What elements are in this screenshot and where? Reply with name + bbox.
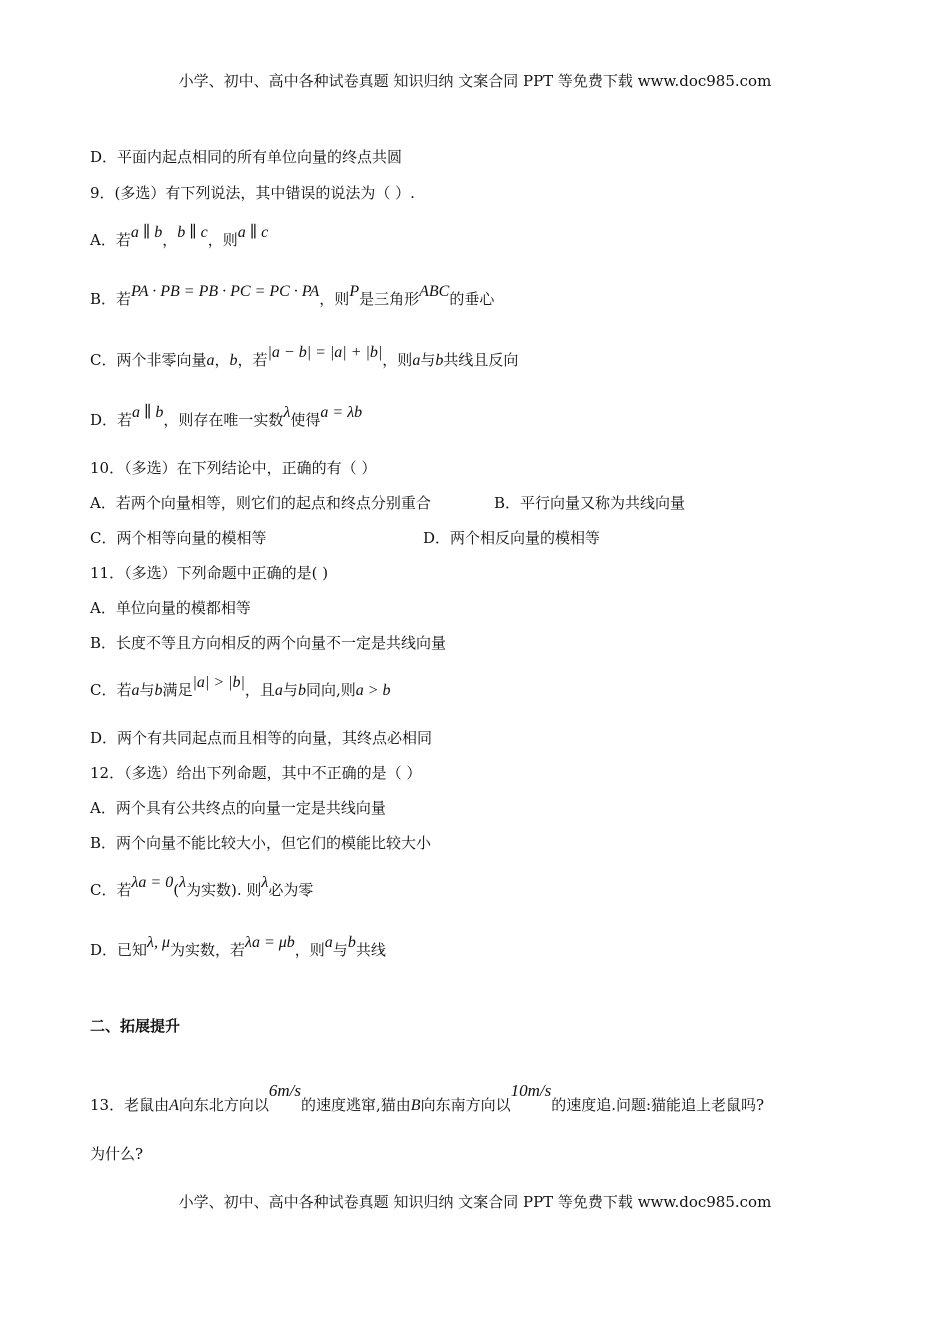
question-9-option-c	[90, 344, 519, 370]
math: P	[349, 283, 360, 300]
math: a	[131, 682, 140, 699]
text: ，则	[319, 290, 350, 308]
text: ，则	[207, 231, 238, 249]
text: 必为零	[268, 881, 314, 899]
text: ，且	[244, 681, 275, 699]
question-10: 10．（多选）在下列结论中，正确的有（ ）	[90, 459, 377, 477]
text: D．若	[90, 411, 133, 429]
math: λa = 0	[131, 874, 174, 891]
question-12: 12．（多选）给出下列命题，其中不正确的是（ ）	[90, 764, 422, 782]
text: 共线且反向	[443, 351, 519, 369]
math: |a| > |b|	[192, 674, 245, 691]
text: B．若	[90, 290, 132, 308]
math: 10m/s	[510, 1081, 552, 1100]
text: D．已知	[90, 941, 148, 959]
text: 向东北方向以	[178, 1096, 269, 1114]
math: a	[324, 934, 333, 951]
text: 同向,则	[305, 681, 356, 699]
math: a	[412, 352, 421, 369]
math: a ∥ b	[132, 404, 164, 421]
math: b ∥ c	[177, 224, 208, 241]
text: ，则	[294, 941, 325, 959]
text: 为实数，若	[170, 941, 246, 959]
math: λ, μ	[147, 934, 170, 951]
question-10-option-c: C．两个相等向量的模相等	[90, 529, 267, 547]
math: b	[229, 352, 238, 369]
text: ，则存在唯一实数	[163, 411, 284, 429]
question-13	[90, 1081, 765, 1115]
math: b	[297, 682, 306, 699]
question-10-option-a: A．若两个向量相等，则它们的起点和终点分别重合	[90, 494, 431, 512]
text: (	[173, 881, 180, 899]
text: ，	[162, 231, 178, 249]
math: PA · PB = PB · PC = PC · PA	[131, 283, 320, 300]
text: ，则	[382, 351, 413, 369]
text: 的速度逃窜,猫由	[301, 1096, 411, 1114]
question-10-option-d: D．两个相反向量的模相等	[423, 529, 601, 547]
math: λ	[283, 404, 291, 421]
text: 共线	[355, 941, 386, 959]
text: C．若	[90, 881, 132, 899]
question-10-option-b: B．平行向量又称为共线向量	[494, 494, 686, 512]
text: C．两个非零向量	[90, 351, 207, 369]
question-9: 9．(多选）有下列说法，其中错误的说法为（ ）.	[90, 184, 415, 202]
math: a	[274, 682, 283, 699]
text: 的速度追.问题:猫能追上老鼠吗?	[551, 1096, 765, 1114]
math: b	[435, 352, 444, 369]
text: 与	[282, 681, 298, 699]
text: 向东南方向以	[420, 1096, 511, 1114]
math: |a − b| = |a| + |b|	[267, 344, 383, 361]
math: b	[154, 682, 163, 699]
math: a = λb	[320, 404, 363, 421]
text: C．若	[90, 681, 132, 699]
math: ABC	[419, 283, 450, 300]
text: 与	[332, 941, 348, 959]
question-11: 11．（多选）下列命题中正确的是( )	[90, 564, 329, 582]
math: 6m/s	[268, 1081, 302, 1100]
text: 使得	[290, 411, 321, 429]
question-9-option-a	[90, 224, 269, 250]
text: 为实数). 则	[186, 881, 262, 899]
question-9-option-b	[90, 283, 495, 309]
math: b	[347, 934, 356, 951]
text: 13．老鼠由	[90, 1096, 170, 1114]
question-13-line-2: 为什么?	[90, 1145, 144, 1163]
text: A．若	[90, 231, 131, 249]
math: B	[410, 1097, 421, 1114]
section-heading: 二、拓展提升	[90, 1017, 181, 1035]
page-footer: 小学、初中、高中各种试卷真题 知识归纳 文案合同 PPT 等免费下载 www.doc985.com	[178, 1193, 772, 1211]
question-11-option-d: D．两个有共同起点而且相等的向量，其终点必相同	[90, 729, 433, 747]
question-12-option-c	[90, 874, 314, 900]
question-12-option-d	[90, 934, 386, 960]
math: λ	[261, 874, 269, 891]
text: 与	[139, 681, 155, 699]
text: 是三角形	[359, 290, 420, 308]
math: A	[169, 1097, 179, 1114]
text: ，若	[237, 351, 268, 369]
question-11-option-c	[90, 674, 391, 700]
math: a	[206, 352, 215, 369]
math: λ	[179, 874, 187, 891]
question-11-option-b: B．长度不等且方向相反的两个向量不一定是共线向量	[90, 634, 447, 652]
option-9-prev-d: D．平面内起点相同的所有单位向量的终点共圆	[90, 148, 403, 166]
question-11-option-a: A．单位向量的模都相等	[90, 599, 251, 617]
question-9-option-d	[90, 404, 363, 430]
text: 满足	[162, 681, 193, 699]
question-12-option-b: B．两个向量不能比较大小，但它们的模能比较大小	[90, 834, 432, 852]
math: λa = μb	[245, 934, 295, 951]
text: 的垂心	[449, 290, 495, 308]
text: 与	[420, 351, 436, 369]
math: a > b	[355, 682, 391, 699]
page-header: 小学、初中、高中各种试卷真题 知识归纳 文案合同 PPT 等免费下载 www.doc985.com	[178, 72, 772, 90]
math: a ∥ c	[237, 224, 269, 241]
math: a ∥ b	[130, 224, 163, 241]
text: ，	[214, 351, 230, 369]
question-12-option-a: A．两个具有公共终点的向量一定是共线向量	[90, 799, 386, 817]
